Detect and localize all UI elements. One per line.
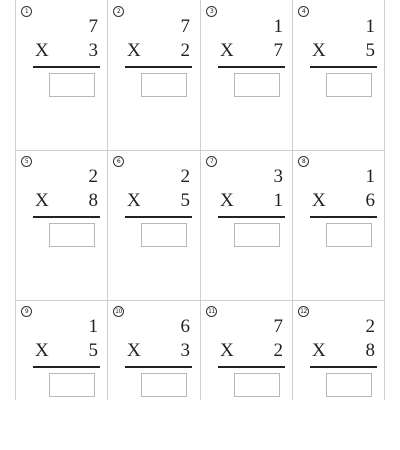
- answer-rule: [125, 66, 192, 68]
- multiply-sign: X: [312, 190, 326, 211]
- answer-box[interactable]: [141, 223, 187, 247]
- answer-rule: [125, 216, 192, 218]
- multiplicand: 2: [180, 166, 190, 187]
- multiplier: 8: [365, 340, 375, 361]
- problem-number-badge: 6: [113, 156, 124, 167]
- answer-box[interactable]: [49, 223, 95, 247]
- problem-7: [201, 150, 293, 300]
- problem-3: [201, 0, 293, 150]
- multiplier: 8: [88, 190, 98, 211]
- multiply-sign: X: [312, 40, 326, 61]
- problem-number-badge: 9: [21, 306, 32, 317]
- answer-rule: [310, 216, 377, 218]
- multiplicand: 2: [88, 166, 98, 187]
- multiplicand: 1: [365, 16, 375, 37]
- answer-rule: [125, 366, 192, 368]
- answer-rule: [218, 216, 285, 218]
- answer-rule: [33, 366, 100, 368]
- answer-rule: [310, 366, 377, 368]
- problem-number-badge: 8: [298, 156, 309, 167]
- answer-box[interactable]: [326, 373, 372, 397]
- multiplier: 7: [273, 40, 283, 61]
- multiplicand: 7: [273, 316, 283, 337]
- answer-box[interactable]: [49, 73, 95, 97]
- multiply-sign: X: [35, 190, 49, 211]
- problem-number-badge: 7: [206, 156, 217, 167]
- multiplier: 2: [180, 40, 190, 61]
- problem-4: [293, 0, 385, 150]
- multiplier: 3: [88, 40, 98, 61]
- answer-rule: [33, 216, 100, 218]
- answer-box[interactable]: [326, 223, 372, 247]
- multiplier: 2: [273, 340, 283, 361]
- problem-number-badge: 4: [298, 6, 309, 17]
- multiply-sign: X: [127, 340, 141, 361]
- multiplier: 5: [88, 340, 98, 361]
- multiplicand: 3: [273, 166, 283, 187]
- answer-box[interactable]: [49, 373, 95, 397]
- multiply-sign: X: [127, 40, 141, 61]
- multiply-sign: X: [35, 40, 49, 61]
- problem-number-badge: 10: [113, 306, 124, 317]
- answer-box[interactable]: [234, 73, 280, 97]
- grid-column-divider: [107, 0, 108, 400]
- problem-number-badge: 12: [298, 306, 309, 317]
- problem-9: [16, 300, 108, 450]
- problem-2: [108, 0, 200, 150]
- multiply-sign: X: [35, 340, 49, 361]
- answer-rule: [310, 66, 377, 68]
- multiplicand: 1: [273, 16, 283, 37]
- problem-12: [293, 300, 385, 450]
- problem-number-badge: 3: [206, 6, 217, 17]
- multiplicand: 2: [365, 316, 375, 337]
- answer-box[interactable]: [234, 373, 280, 397]
- answer-box[interactable]: [326, 73, 372, 97]
- grid-column-divider: [292, 0, 293, 400]
- multiplier: 6: [365, 190, 375, 211]
- multiplier: 5: [180, 190, 190, 211]
- answer-rule: [218, 66, 285, 68]
- multiply-sign: X: [220, 190, 234, 211]
- multiplier: 3: [180, 340, 190, 361]
- multiplicand: 6: [180, 316, 190, 337]
- answer-box[interactable]: [234, 223, 280, 247]
- problem-number-badge: 2: [113, 6, 124, 17]
- problem-10: [108, 300, 200, 450]
- multiplicand: 1: [88, 316, 98, 337]
- answer-box[interactable]: [141, 373, 187, 397]
- problem-8: [293, 150, 385, 300]
- problem-11: [201, 300, 293, 450]
- problem-1: [16, 0, 108, 150]
- multiplicand: 7: [180, 16, 190, 37]
- multiplier: 5: [365, 40, 375, 61]
- multiply-sign: X: [220, 40, 234, 61]
- problem-6: [108, 150, 200, 300]
- multiplicand: 1: [365, 166, 375, 187]
- multiply-sign: X: [312, 340, 326, 361]
- problem-5: [16, 150, 108, 300]
- problem-number-badge: 5: [21, 156, 32, 167]
- answer-rule: [218, 366, 285, 368]
- multiply-sign: X: [220, 340, 234, 361]
- problem-number-badge: 1: [21, 6, 32, 17]
- multiplier: 1: [273, 190, 283, 211]
- problem-number-badge: 11: [206, 306, 217, 317]
- answer-rule: [33, 66, 100, 68]
- multiplicand: 7: [88, 16, 98, 37]
- multiply-sign: X: [127, 190, 141, 211]
- grid-column-divider: [200, 0, 201, 400]
- answer-box[interactable]: [141, 73, 187, 97]
